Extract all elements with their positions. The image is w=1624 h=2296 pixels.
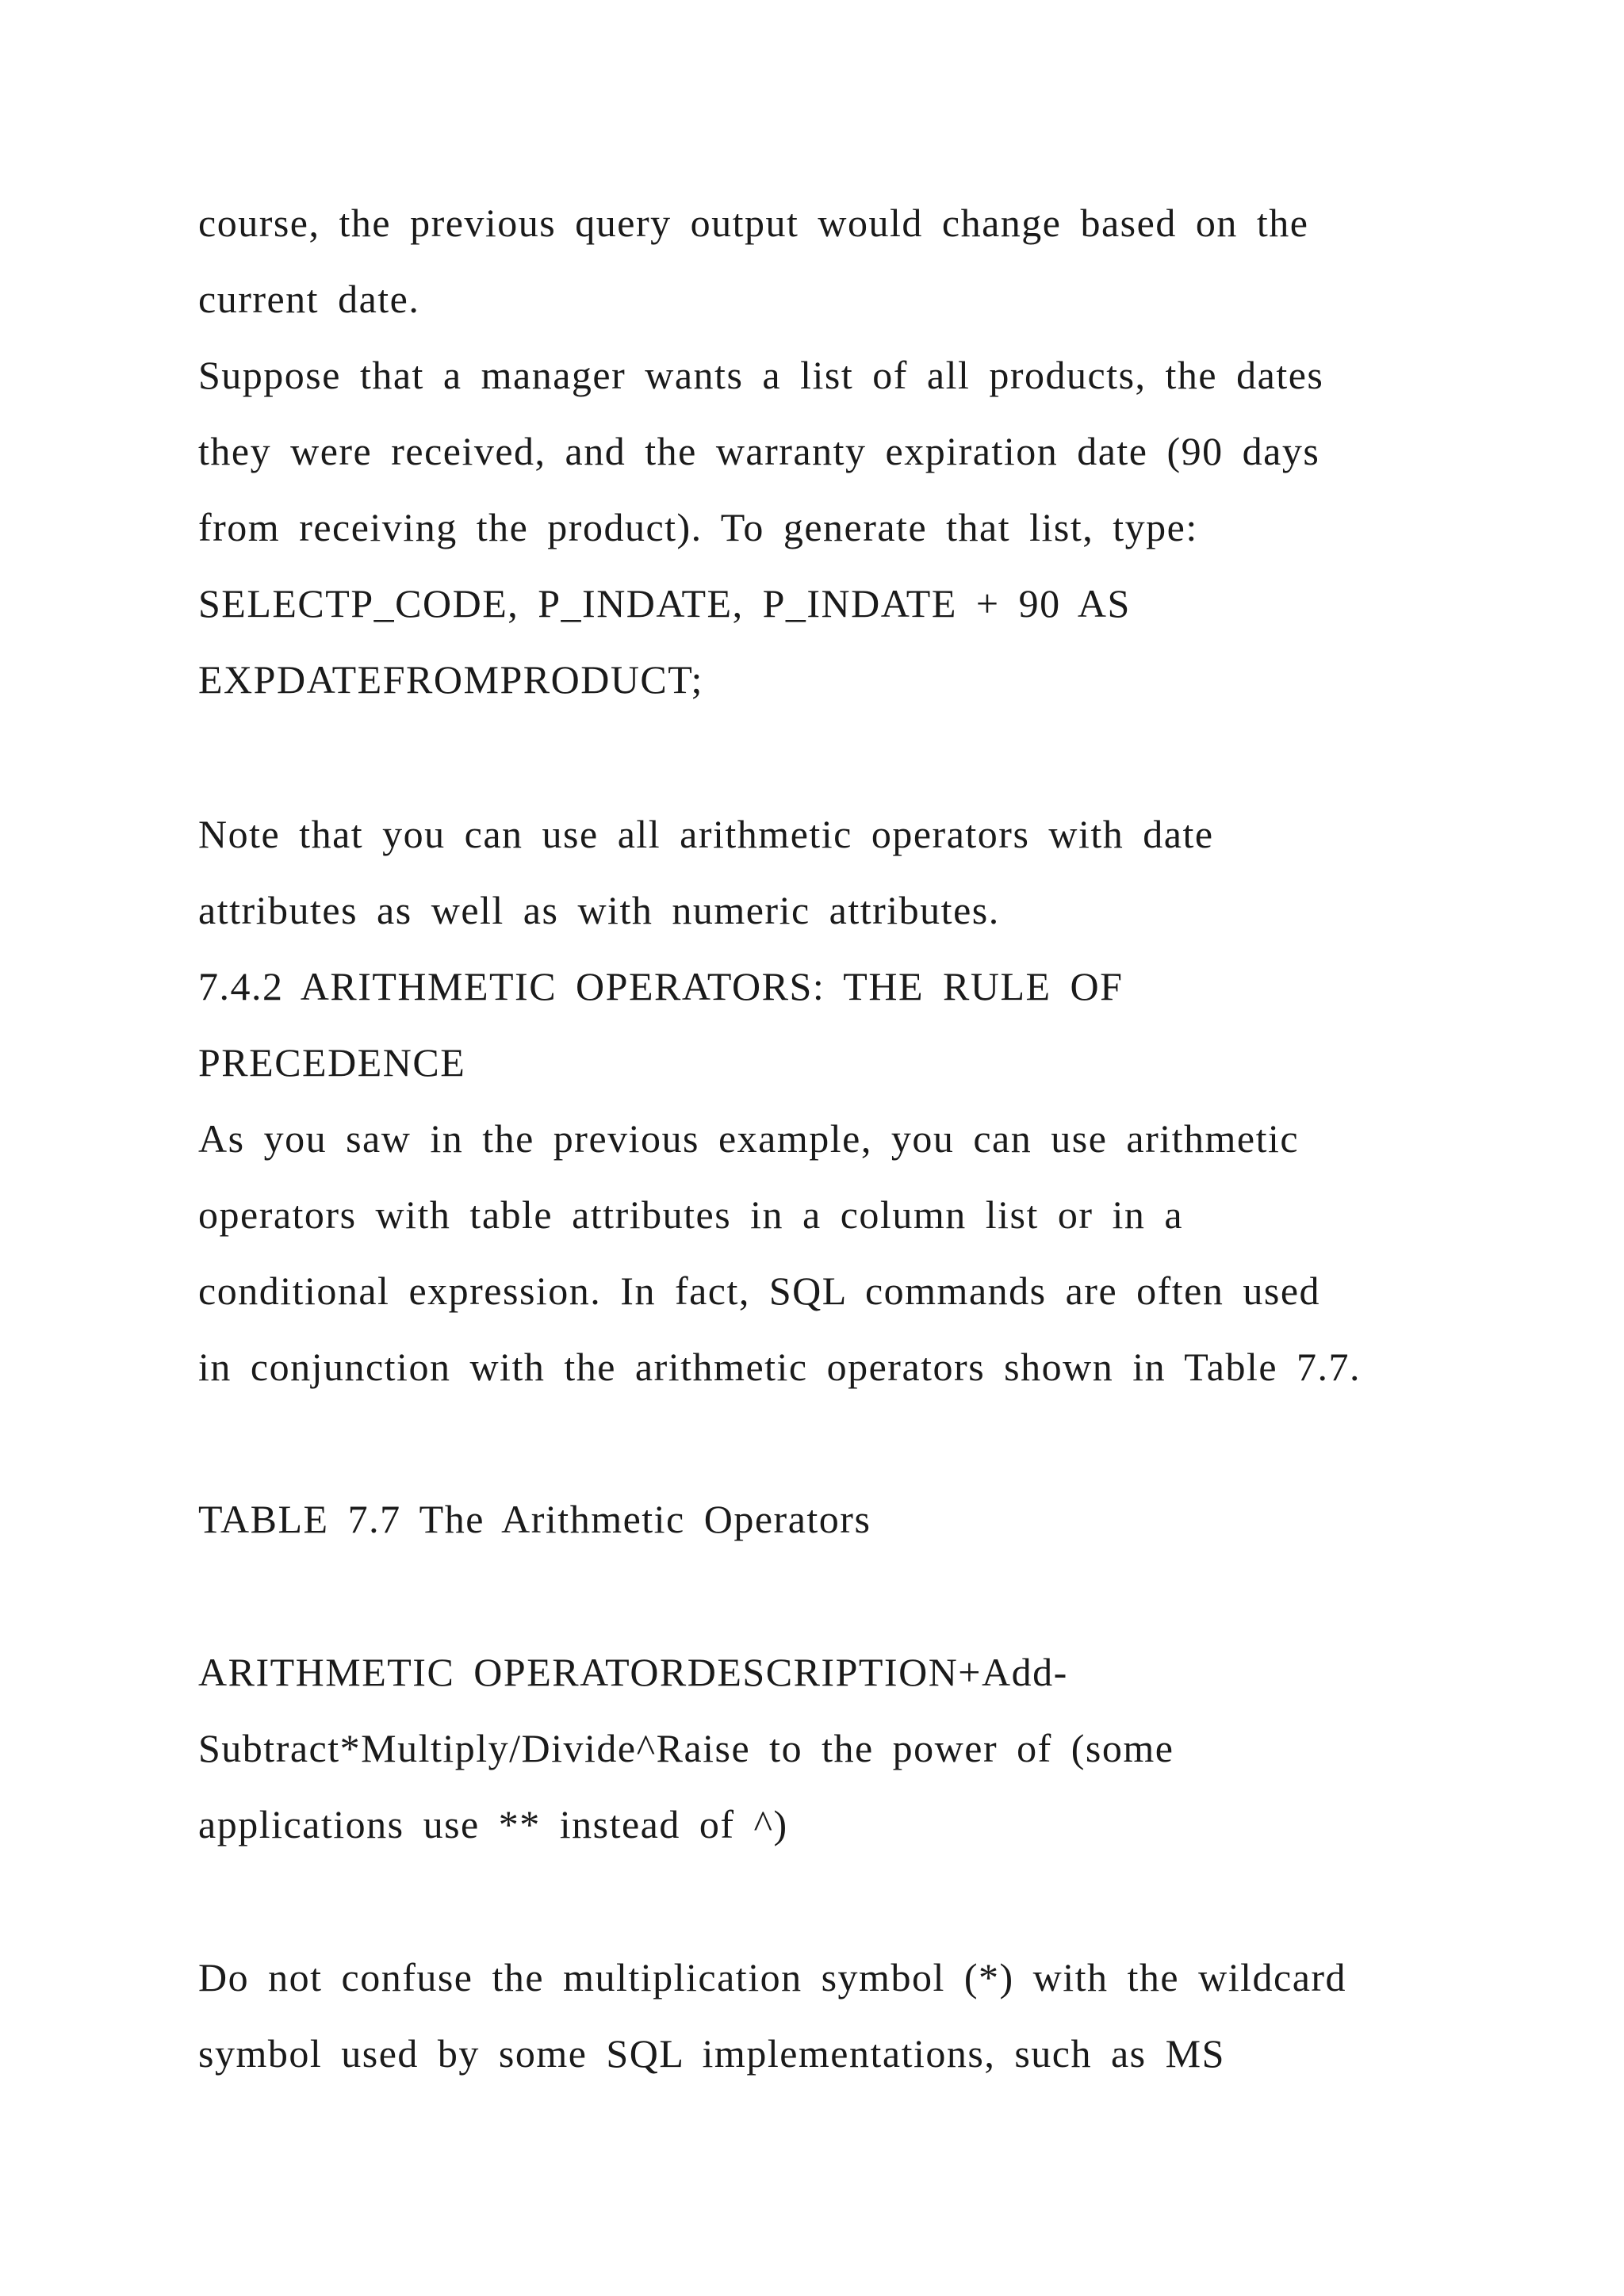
text-line: As you saw in the previous example, you can use arithmetic: [198, 1116, 1300, 1161]
table-content-line: ARITHMETIC OPERATORDESCRIPTION+Add-: [198, 1650, 1068, 1694]
section-heading: PRECEDENCE: [198, 1040, 466, 1085]
section-heading: 7.4.2 ARITHMETIC OPERATORS: THE RULE OF: [198, 964, 1124, 1008]
table-content-line: applications use ** instead of ^): [198, 1802, 788, 1846]
text-line: they were received, and the warranty expiration date (90 days: [198, 429, 1320, 473]
text-line: in conjunction with the arithmetic operators shown in Table 7.7.: [198, 1345, 1362, 1389]
text-line: Note that you can use all arithmetic operators with date: [198, 812, 1214, 856]
text-line: operators with table attributes in a column list or in a: [198, 1192, 1184, 1237]
text-line: attributes as well as with numeric attributes.: [198, 888, 1000, 932]
text-line: Suppose that a manager wants a list of all products, the dates: [198, 353, 1324, 397]
code-line: EXPDATEFROMPRODUCT;: [198, 657, 703, 702]
code-line: SELECTP_CODE, P_INDATE, P_INDATE + 90 AS: [198, 581, 1131, 626]
text-line: course, the previous query output would change based on the: [198, 201, 1309, 245]
text-line: conditional expression. In fact, SQL commands are often used: [198, 1269, 1321, 1313]
text-line: Do not confuse the multiplication symbol (*) with the wildcard: [198, 1955, 1347, 1999]
text-line: symbol used by some SQL implementations, such as MS: [198, 2031, 1225, 2076]
text-line: current date.: [198, 277, 420, 321]
table-content-line: Subtract*Multiply/Divide^Raise to the power of (some: [198, 1726, 1174, 1770]
table-caption: TABLE 7.7 The Arithmetic Operators: [198, 1497, 871, 1541]
text-line: from receiving the product). To generate that list, type:: [198, 505, 1198, 549]
